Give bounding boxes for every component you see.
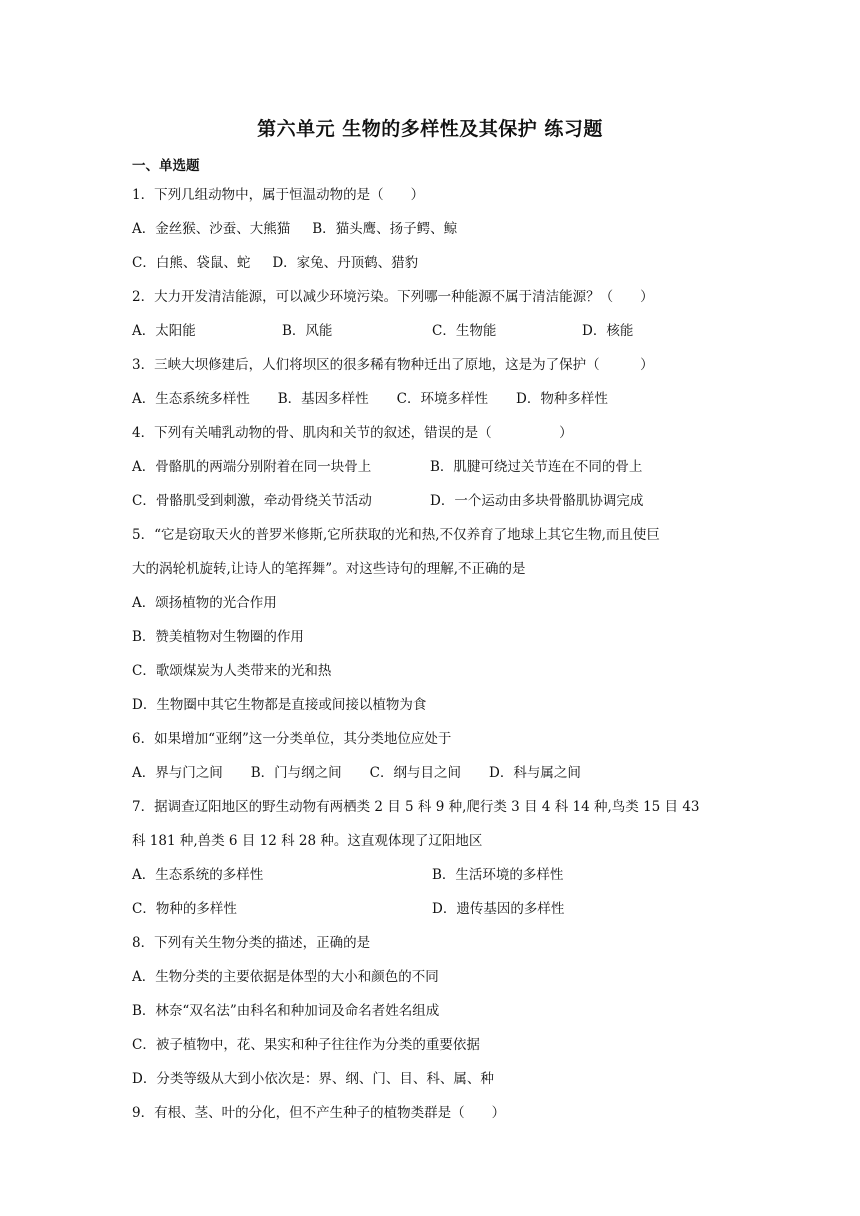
question-7-options-row-2 xyxy=(132,892,742,926)
section-heading: 一、单选题 xyxy=(132,158,200,174)
question-4-option-a: A．骨骼肌的两端分别附着在同一块骨上 xyxy=(132,459,372,475)
question-1-stem: 1．下列几组动物中，属于恒温动物的是（ ） xyxy=(132,187,425,203)
question-8-option-b: B．林奈“双名法”由科名和种加词及命名者姓名组成 xyxy=(132,1003,440,1019)
question-5-option-d: D．生物圈中其它生物都是直接或间接以植物为食 xyxy=(132,697,427,713)
question-3-stem: 3．三峡大坝修建后，人们将坝区的很多稀有物种迁出了原地，这是为了保护（ ） xyxy=(132,357,654,373)
question-4-options-row-1 xyxy=(132,450,742,484)
question-5-stem-line-1: 5．“它是窃取天火的普罗米修斯,它所获取的光和热,不仅养育了地球上其它生物,而且使巨 xyxy=(132,527,660,543)
question-1-options-row-2 xyxy=(132,246,742,280)
question-1-options-row-1 xyxy=(132,212,742,246)
question-1-option-b: B．猫头鹰、扬子鳄、鲸 xyxy=(312,221,458,237)
question-8-option-c: C．被子植物中，花、果实和种子往往作为分类的重要依据 xyxy=(132,1037,480,1053)
question-2-stem: 2．大力开发清洁能源，可以减少环境污染。下列哪一种能源不属于清洁能源？（ ） xyxy=(132,289,654,305)
question-5-stem-line-2: 大的涡轮机旋转,让诗人的笔挥舞”。对这些诗句的理解,不正确的是 xyxy=(132,561,526,577)
question-5-option-b: B．赞美植物对生物圈的作用 xyxy=(132,629,304,645)
question-3-options xyxy=(132,382,742,416)
page-title: 第六单元 生物的多样性及其保护 练习题 xyxy=(257,118,603,140)
question-4-stem: 4．下列有关哺乳动物的骨、肌肉和关节的叙述，错误的是（ ） xyxy=(132,425,573,441)
question-3-option-d: D．物种多样性 xyxy=(516,391,608,407)
question-6-stem: 6．如果增加“亚纲”这一分类单位，其分类地位应处于 xyxy=(132,731,452,747)
question-6-option-c: C．纲与目之间 xyxy=(369,765,462,781)
question-7-stem-line-1: 7．据调查辽阳地区的野生动物有两栖类 2 目 5 科 9 种,爬行类 3 目 4 科 14 种,鸟类 15 目 43 xyxy=(132,799,700,815)
question-4-option-c: C．骨骼肌受到刺激，牵动骨绕关节活动 xyxy=(132,493,372,509)
question-7-option-d: D．遗传基因的多样性 xyxy=(432,901,565,917)
question-7-option-c: C．物种的多样性 xyxy=(132,901,237,917)
question-6-option-d: D．科与属之间 xyxy=(489,765,581,781)
question-1-option-c: C．白熊、袋鼠、蛇 xyxy=(132,255,251,271)
question-2-option-d: D．核能 xyxy=(582,323,634,339)
question-6-options xyxy=(132,756,742,790)
question-5-option-a: A．颂扬植物的光合作用 xyxy=(132,595,277,611)
question-2-options xyxy=(132,314,742,348)
question-6-option-a: A．界与门之间 xyxy=(132,765,223,781)
question-6-option-b: B．门与纲之间 xyxy=(250,765,342,781)
question-2-option-c: C．生物能 xyxy=(432,323,497,339)
question-1-option-d: D．家兔、丹顶鹤、猎豹 xyxy=(272,255,419,271)
question-9-stem: 9．有根、茎、叶的分化，但不产生种子的植物类群是（ ） xyxy=(132,1105,506,1121)
question-8-stem: 8．下列有关生物分类的描述，正确的是 xyxy=(132,935,371,951)
question-7-options-row-1 xyxy=(132,858,742,892)
question-2-option-b: B．风能 xyxy=(282,323,333,339)
question-4-option-b: B．肌腱可绕过关节连在不同的骨上 xyxy=(430,459,643,475)
question-7-option-b: B．生活环境的多样性 xyxy=(432,867,564,883)
question-3-option-a: A．生态系统多样性 xyxy=(132,391,250,407)
question-8-option-d: D．分类等级从大到小依次是：界、纲、门、目、科、属、种 xyxy=(132,1071,494,1087)
question-2-option-a: A．太阳能 xyxy=(132,323,196,339)
question-4-options-row-2 xyxy=(132,484,742,518)
question-4-option-d: D．一个运动由多块骨骼肌协调完成 xyxy=(430,493,644,509)
question-3-option-b: B．基因多样性 xyxy=(277,391,369,407)
question-1-option-a: A．金丝猴、沙蚕、大熊猫 xyxy=(132,221,291,237)
question-8-option-a: A．生物分类的主要依据是体型的大小和颜色的不同 xyxy=(132,969,439,985)
question-7-option-a: A．生态系统的多样性 xyxy=(132,867,264,883)
question-5-option-c: C．歌颂煤炭为人类带来的光和热 xyxy=(132,663,332,679)
question-list xyxy=(132,178,742,1130)
question-3-option-c: C．环境多样性 xyxy=(396,391,489,407)
question-7-stem-line-2: 科 181 种,兽类 6 目 12 科 28 种。这直观体现了辽阳地区 xyxy=(132,833,483,849)
